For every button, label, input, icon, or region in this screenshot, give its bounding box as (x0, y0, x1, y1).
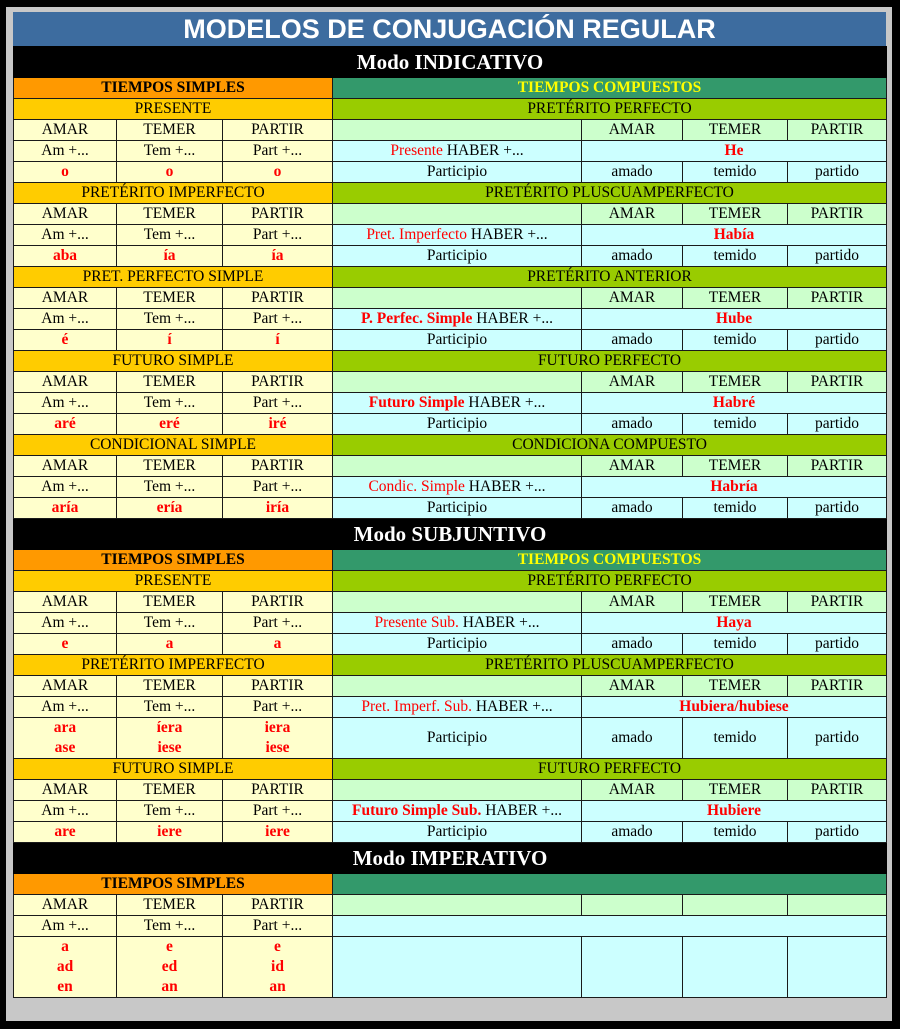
simple-tense-name: PRESENTE (14, 99, 333, 120)
participle-partido: partido (788, 822, 887, 843)
haber-form: Hube (582, 309, 887, 330)
verb-header-temer: TEMER (117, 895, 223, 916)
haber-label: HABER +... (468, 478, 546, 495)
empty-cell (333, 120, 582, 141)
stem-tem: Tem +... (117, 393, 223, 414)
simple-tense-name: PRET. PERFECTO SIMPLE (14, 267, 333, 288)
stem-tem: Tem +... (117, 801, 223, 822)
verb-header-partir: PARTIR (788, 372, 887, 393)
verb-header-amar: AMAR (14, 456, 117, 477)
participle-amado: amado (582, 414, 683, 435)
participio-label: Participio (333, 498, 582, 519)
verb-header-amar: AMAR (582, 676, 683, 697)
empty-cell (788, 895, 887, 916)
haber-form: Habría (582, 477, 887, 498)
haber-form: Hubiere (582, 801, 887, 822)
auxiliary-label (333, 697, 582, 718)
haber-label: HABER +... (446, 142, 524, 159)
ending-e3: iera iese (223, 718, 333, 759)
verb-header-amar: AMAR (582, 288, 683, 309)
haber-form: Hubiera/hubiese (582, 697, 887, 718)
compound-tense-name: FUTURO PERFECTO (333, 351, 887, 372)
verb-header-partir: PARTIR (223, 456, 333, 477)
stem-tem: Tem +... (117, 309, 223, 330)
participle-partido: partido (788, 330, 887, 351)
stem-part: Part +... (223, 141, 333, 162)
participle-partido: partido (788, 718, 887, 759)
ending-e3: iere (223, 822, 333, 843)
mode-title: Modo SUBJUNTIVO (14, 519, 887, 550)
ending-e1: é (14, 330, 117, 351)
verb-header-amar: AMAR (582, 372, 683, 393)
participle-partido: partido (788, 162, 887, 183)
empty-cell (788, 937, 887, 998)
verb-header-temer: TEMER (683, 372, 788, 393)
empty-cell (333, 456, 582, 477)
ending-e2: ería (117, 498, 223, 519)
empty-cell (333, 372, 582, 393)
stem-tem: Tem +... (117, 477, 223, 498)
verb-header-amar: AMAR (14, 780, 117, 801)
participle-temido: temido (683, 498, 788, 519)
haber-form: He (582, 141, 887, 162)
verb-header-temer: TEMER (117, 592, 223, 613)
stem-part: Part +... (223, 801, 333, 822)
verb-header-temer: TEMER (683, 676, 788, 697)
ending-e3: ía (223, 246, 333, 267)
stem-tem: Tem +... (117, 916, 223, 937)
haber-form: Haya (582, 613, 887, 634)
participle-partido: partido (788, 634, 887, 655)
verb-header-partir: PARTIR (788, 288, 887, 309)
verb-header-partir: PARTIR (223, 120, 333, 141)
auxiliary-tense: Presente Sub. (374, 614, 459, 631)
auxiliary-label (333, 613, 582, 634)
auxiliary-label (333, 309, 582, 330)
auxiliary-tense: Pret. Imperfecto (366, 226, 468, 243)
participle-amado: amado (582, 246, 683, 267)
participle-amado: amado (582, 718, 683, 759)
auxiliary-label (333, 393, 582, 414)
verb-header-temer: TEMER (683, 456, 788, 477)
haber-label: HABER +... (476, 310, 553, 327)
verb-header-amar: AMAR (582, 456, 683, 477)
imperative-ending-e2: e ed an (117, 937, 223, 998)
haber-label: HABER +... (475, 698, 553, 715)
ending-e2: í (117, 330, 223, 351)
haber-label: HABER +... (462, 614, 540, 631)
stem-tem: Tem +... (117, 225, 223, 246)
tiempos-simples-header: TIEMPOS SIMPLES (14, 78, 333, 99)
verb-header-temer: TEMER (117, 120, 223, 141)
participle-amado: amado (582, 498, 683, 519)
haber-label: HABER +... (468, 394, 546, 411)
participle-temido: temido (683, 718, 788, 759)
auxiliary-tense: P. Perfec. Simple (361, 310, 473, 327)
stem-part: Part +... (223, 697, 333, 718)
ending-e1: are (14, 822, 117, 843)
stem-tem: Tem +... (117, 141, 223, 162)
participio-label: Participio (333, 634, 582, 655)
haber-label: HABER +... (470, 226, 548, 243)
verb-header-temer: TEMER (117, 204, 223, 225)
verb-header-amar: AMAR (582, 780, 683, 801)
participle-amado: amado (582, 162, 683, 183)
stem-am: Am +... (14, 801, 117, 822)
verb-header-temer: TEMER (117, 676, 223, 697)
stem-am: Am +... (14, 613, 117, 634)
simple-tense-name: PRETÉRITO IMPERFECTO (14, 183, 333, 204)
auxiliary-tense: Presente (390, 142, 443, 159)
verb-header-temer: TEMER (683, 592, 788, 613)
empty-cell (333, 937, 582, 998)
participle-temido: temido (683, 162, 788, 183)
page-title: MODELOS DE CONJUGACIÓN REGULAR (13, 12, 886, 46)
empty-cell (333, 676, 582, 697)
verb-header-temer: TEMER (683, 780, 788, 801)
participle-amado: amado (582, 330, 683, 351)
ending-e3: iría (223, 498, 333, 519)
empty-compuestos-header (333, 874, 887, 895)
participle-temido: temido (683, 822, 788, 843)
participle-temido: temido (683, 414, 788, 435)
tiempos-compuestos-header: TIEMPOS COMPUESTOS (333, 78, 887, 99)
participle-amado: amado (582, 822, 683, 843)
participio-label: Participio (333, 330, 582, 351)
verb-header-partir: PARTIR (788, 456, 887, 477)
tiempos-compuestos-header: TIEMPOS COMPUESTOS (333, 550, 887, 571)
verb-header-temer: TEMER (683, 204, 788, 225)
verb-header-amar: AMAR (14, 372, 117, 393)
stem-part: Part +... (223, 225, 333, 246)
stem-part: Part +... (223, 916, 333, 937)
compound-tense-name: PRETÉRITO PLUSCUAMPERFECTO (333, 183, 887, 204)
haber-form: Había (582, 225, 887, 246)
stem-am: Am +... (14, 697, 117, 718)
stem-am: Am +... (14, 393, 117, 414)
verb-header-partir: PARTIR (223, 676, 333, 697)
participle-partido: partido (788, 246, 887, 267)
verb-header-amar: AMAR (582, 120, 683, 141)
verb-header-amar: AMAR (582, 204, 683, 225)
empty-cell (582, 937, 683, 998)
ending-e2: eré (117, 414, 223, 435)
verb-header-temer: TEMER (117, 288, 223, 309)
verb-header-temer: TEMER (117, 372, 223, 393)
verb-header-partir: PARTIR (223, 780, 333, 801)
ending-e2: ía (117, 246, 223, 267)
ending-e1: ara ase (14, 718, 117, 759)
haber-form: Habré (582, 393, 887, 414)
participle-temido: temido (683, 246, 788, 267)
auxiliary-tense: Futuro Simple (368, 394, 465, 411)
auxiliary-label (333, 225, 582, 246)
stem-part: Part +... (223, 613, 333, 634)
auxiliary-label (333, 477, 582, 498)
simple-tense-name: PRETÉRITO IMPERFECTO (14, 655, 333, 676)
auxiliary-label (333, 141, 582, 162)
imperative-ending-e3: e id an (223, 937, 333, 998)
stem-tem: Tem +... (117, 697, 223, 718)
verb-header-amar: AMAR (14, 120, 117, 141)
verb-header-partir: PARTIR (223, 372, 333, 393)
auxiliary-tense: Condic. Simple (368, 478, 465, 495)
compound-tense-name: PRETÉRITO PERFECTO (333, 571, 887, 592)
compound-tense-name: PRETÉRITO ANTERIOR (333, 267, 887, 288)
empty-cell (683, 895, 788, 916)
tiempos-simples-header: TIEMPOS SIMPLES (14, 550, 333, 571)
participle-temido: temido (683, 634, 788, 655)
ending-e1: o (14, 162, 117, 183)
verb-header-amar: AMAR (14, 592, 117, 613)
empty-cell (683, 937, 788, 998)
simple-tense-name: PRESENTE (14, 571, 333, 592)
participle-temido: temido (683, 330, 788, 351)
stem-am: Am +... (14, 309, 117, 330)
participle-partido: partido (788, 414, 887, 435)
ending-e3: í (223, 330, 333, 351)
stem-tem: Tem +... (117, 613, 223, 634)
simple-tense-name: CONDICIONAL SIMPLE (14, 435, 333, 456)
verb-header-temer: TEMER (683, 120, 788, 141)
ending-e2: a (117, 634, 223, 655)
verb-header-amar: AMAR (14, 204, 117, 225)
auxiliary-tense: Pret. Imperf. Sub. (361, 698, 472, 715)
haber-label: HABER +... (485, 802, 562, 819)
verb-header-amar: AMAR (14, 288, 117, 309)
verb-header-partir: PARTIR (788, 676, 887, 697)
compound-tense-name: PRETÉRITO PLUSCUAMPERFECTO (333, 655, 887, 676)
participio-label: Participio (333, 822, 582, 843)
stem-am: Am +... (14, 141, 117, 162)
verb-header-partir: PARTIR (788, 780, 887, 801)
empty-cell (333, 592, 582, 613)
verb-header-temer: TEMER (117, 780, 223, 801)
empty-cell (333, 204, 582, 225)
participio-label: Participio (333, 718, 582, 759)
verb-header-partir: PARTIR (223, 895, 333, 916)
ending-e1: aría (14, 498, 117, 519)
verb-header-partir: PARTIR (788, 592, 887, 613)
mode-title: Modo INDICATIVO (14, 47, 887, 78)
participle-amado: amado (582, 634, 683, 655)
stem-part: Part +... (223, 477, 333, 498)
auxiliary-tense: Futuro Simple Sub. (351, 802, 482, 819)
stem-am: Am +... (14, 225, 117, 246)
stem-am: Am +... (14, 477, 117, 498)
verb-header-temer: TEMER (117, 456, 223, 477)
stem-am: Am +... (14, 916, 117, 937)
verb-header-partir: PARTIR (788, 204, 887, 225)
verb-header-amar: AMAR (14, 895, 117, 916)
ending-e1: aba (14, 246, 117, 267)
imperative-ending-e1: a ad en (14, 937, 117, 998)
ending-e2: o (117, 162, 223, 183)
tiempos-simples-header: TIEMPOS SIMPLES (14, 874, 333, 895)
ending-e1: aré (14, 414, 117, 435)
verb-header-partir: PARTIR (223, 288, 333, 309)
verb-header-amar: AMAR (582, 592, 683, 613)
verb-header-partir: PARTIR (223, 204, 333, 225)
mode-title: Modo IMPERATIVO (14, 843, 887, 874)
auxiliary-label (333, 801, 582, 822)
ending-e3: a (223, 634, 333, 655)
empty-cell (333, 288, 582, 309)
ending-e3: iré (223, 414, 333, 435)
empty-cell (333, 916, 887, 937)
conjugation-table (13, 46, 887, 998)
ending-e1: e (14, 634, 117, 655)
participio-label: Participio (333, 414, 582, 435)
verb-header-amar: AMAR (14, 676, 117, 697)
participio-label: Participio (333, 162, 582, 183)
ending-e3: o (223, 162, 333, 183)
simple-tense-name: FUTURO SIMPLE (14, 351, 333, 372)
stem-part: Part +... (223, 393, 333, 414)
simple-tense-name: FUTURO SIMPLE (14, 759, 333, 780)
empty-cell (582, 895, 683, 916)
participle-partido: partido (788, 498, 887, 519)
verb-header-partir: PARTIR (788, 120, 887, 141)
ending-e2: íera iese (117, 718, 223, 759)
empty-cell (333, 895, 582, 916)
verb-header-partir: PARTIR (223, 592, 333, 613)
empty-cell (333, 780, 582, 801)
ending-e2: iere (117, 822, 223, 843)
verb-header-temer: TEMER (683, 288, 788, 309)
compound-tense-name: PRETÉRITO PERFECTO (333, 99, 887, 120)
compound-tense-name: CONDICIONA COMPUESTO (333, 435, 887, 456)
compound-tense-name: FUTURO PERFECTO (333, 759, 887, 780)
participio-label: Participio (333, 246, 582, 267)
stem-part: Part +... (223, 309, 333, 330)
